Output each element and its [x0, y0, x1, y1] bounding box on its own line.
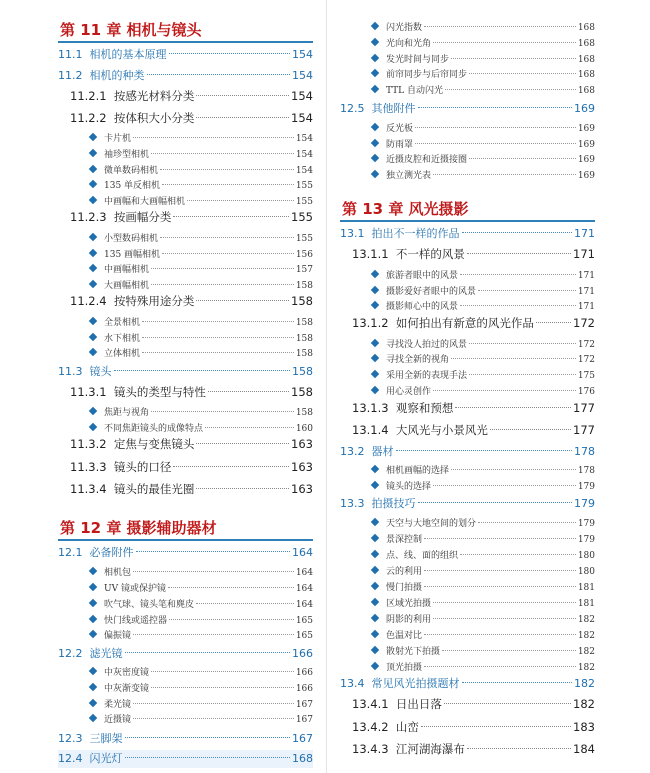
diamond-bullet-icon: [89, 567, 97, 575]
toc-section[interactable]: 12.2 滤光镜 166: [58, 647, 313, 660]
toc-item[interactable]: 中画幅和大画幅相机 155: [58, 194, 313, 208]
toc-item[interactable]: 吹气球、镜头笔和麂皮 164: [58, 597, 313, 611]
toc-section[interactable]: 11.2 相机的种类 154: [58, 69, 313, 82]
diamond-bullet-icon: [371, 386, 379, 394]
diamond-bullet-icon: [89, 180, 97, 188]
toc-item[interactable]: 相机包 164: [58, 565, 313, 579]
toc-item[interactable]: 天空与大地空间的划分 179: [340, 516, 595, 530]
toc-item[interactable]: 闪光指数 168: [340, 20, 595, 34]
chapter-underline: [58, 539, 313, 541]
diamond-bullet-icon: [371, 582, 379, 590]
diamond-bullet-icon: [89, 667, 97, 675]
toc-item[interactable]: 前帘同步与后帘同步 168: [340, 67, 595, 81]
diamond-bullet-icon: [89, 133, 97, 141]
toc-section[interactable]: 13.4 常见风光拍摄题材 182: [340, 677, 595, 690]
toc-item[interactable]: 全景相机 158: [58, 315, 313, 329]
diamond-bullet-icon: [371, 139, 379, 147]
toc-item[interactable]: 景深控制 179: [340, 532, 595, 546]
diamond-bullet-icon: [89, 249, 97, 257]
toc-item[interactable]: 135 单反相机 155: [58, 178, 313, 192]
toc-subsection[interactable]: 13.4.1 日出日落 182: [352, 697, 595, 711]
diamond-bullet-icon: [371, 54, 379, 62]
diamond-bullet-icon: [371, 481, 379, 489]
diamond-bullet-icon: [371, 69, 379, 77]
chapter-heading: 第 12 章 摄影辅助器材: [58, 512, 313, 541]
toc-item[interactable]: 快门线或遥控器 165: [58, 613, 313, 627]
toc-section[interactable]: 11.3 镜头 158: [58, 365, 313, 378]
toc-item[interactable]: 水下相机 158: [58, 331, 313, 345]
toc-item[interactable]: 寻找全新的视角 172: [340, 352, 595, 366]
toc-item[interactable]: 袖珍型相机 154: [58, 147, 313, 161]
toc-item[interactable]: 大画幅相机 158: [58, 278, 313, 292]
toc-item[interactable]: 寻找没人拍过的风景 172: [340, 337, 595, 351]
toc-item[interactable]: 卡片机 154: [58, 131, 313, 145]
toc-subsection[interactable]: 13.1.4 大风光与小景风光 177: [352, 423, 595, 437]
toc-item[interactable]: 区域光拍摄 181: [340, 596, 595, 610]
diamond-bullet-icon: [371, 354, 379, 362]
diamond-bullet-icon: [371, 339, 379, 347]
toc-item[interactable]: UV 镜或保护镜 164: [58, 581, 313, 595]
diamond-bullet-icon: [89, 196, 97, 204]
diamond-bullet-icon: [371, 38, 379, 46]
toc-item[interactable]: 镜头的选择 179: [340, 479, 595, 493]
chapter-heading: 第 13 章 风光摄影: [340, 193, 595, 222]
diamond-bullet-icon: [89, 714, 97, 722]
toc-item[interactable]: 阴影的利用 182: [340, 612, 595, 626]
toc-item[interactable]: 柔光镜 167: [58, 697, 313, 711]
toc-subsection[interactable]: 11.3.2 定焦与变焦镜头 163: [70, 437, 313, 451]
column-divider: [326, 0, 327, 773]
chapter-underline: [340, 220, 595, 222]
toc-item[interactable]: 微单数码相机 154: [58, 163, 313, 177]
diamond-bullet-icon: [89, 683, 97, 691]
toc-subsection[interactable]: 13.4.2 山峦 183: [352, 720, 595, 734]
diamond-bullet-icon: [89, 599, 97, 607]
toc-item[interactable]: 独立测光表 169: [340, 168, 595, 182]
toc-item[interactable]: 反光板 169: [340, 121, 595, 135]
toc-item[interactable]: 不同焦距镜头的成像特点 160: [58, 421, 313, 435]
toc-section[interactable]: 12.5 其他附件 169: [340, 102, 595, 115]
toc-item[interactable]: 用心灵创作 176: [340, 384, 595, 398]
diamond-bullet-icon: [371, 598, 379, 606]
toc-subsection[interactable]: 11.2.4 按特殊用途分类 158: [70, 294, 313, 308]
toc-item[interactable]: 旅游者眼中的风景 171: [340, 268, 595, 282]
toc-section[interactable]: 12.3 三脚架 167: [58, 732, 313, 745]
diamond-bullet-icon: [371, 566, 379, 574]
toc-section[interactable]: 13.2 器材 178: [340, 445, 595, 458]
toc-subsection[interactable]: 11.3.4 镜头的最佳光圈 163: [70, 482, 313, 496]
toc-subsection[interactable]: 13.4.3 江河湖海瀑布 184: [352, 742, 595, 756]
diamond-bullet-icon: [89, 165, 97, 173]
diamond-bullet-icon: [371, 630, 379, 638]
toc-subsection[interactable]: 13.1.2 如何拍出有新意的风光作品 172: [352, 316, 595, 330]
toc-item[interactable]: 摄影师心中的风景 171: [340, 299, 595, 313]
diamond-bullet-icon: [371, 170, 379, 178]
diamond-bullet-icon: [371, 123, 379, 131]
toc-item[interactable]: 相机画幅的选择 178: [340, 463, 595, 477]
toc-item[interactable]: 近摄皮腔和近摄接圈 169: [340, 152, 595, 166]
toc-subsection[interactable]: 11.3.3 镜头的口径 163: [70, 460, 313, 474]
toc-item[interactable]: 偏振镜 165: [58, 628, 313, 642]
toc-item[interactable]: 中画幅相机 157: [58, 262, 313, 276]
diamond-bullet-icon: [371, 614, 379, 622]
diamond-bullet-icon: [371, 85, 379, 93]
toc-section[interactable]: 12.4 闪光灯 168: [58, 750, 313, 768]
toc-item[interactable]: 135 画幅相机 156: [58, 247, 313, 261]
toc-item[interactable]: 中灰渐变镜 166: [58, 681, 313, 695]
toc-item[interactable]: 色温对比 182: [340, 628, 595, 642]
toc-item[interactable]: TTL 自动闪光 168: [340, 83, 595, 97]
diamond-bullet-icon: [89, 615, 97, 623]
toc-item[interactable]: 散射光下拍摄 182: [340, 644, 595, 658]
diamond-bullet-icon: [371, 270, 379, 278]
diamond-bullet-icon: [89, 149, 97, 157]
toc-item[interactable]: 慢门拍摄 181: [340, 580, 595, 594]
diamond-bullet-icon: [371, 550, 379, 558]
toc-subsection[interactable]: 11.3.1 镜头的类型与特性 158: [70, 385, 313, 399]
diamond-bullet-icon: [371, 518, 379, 526]
toc-item[interactable]: 发光时间与同步 168: [340, 52, 595, 66]
diamond-bullet-icon: [89, 317, 97, 325]
toc-item[interactable]: 顶光拍摄 182: [340, 660, 595, 674]
toc-section[interactable]: 13.3 拍摄技巧 179: [340, 497, 595, 510]
toc-item[interactable]: 光向和光角 168: [340, 36, 595, 50]
diamond-bullet-icon: [371, 22, 379, 30]
toc-item[interactable]: 焦距与视角 158: [58, 405, 313, 419]
toc-item[interactable]: 中灰密度镜 166: [58, 665, 313, 679]
diamond-bullet-icon: [89, 348, 97, 356]
diamond-bullet-icon: [371, 534, 379, 542]
chapter-heading: 第 11 章 相机与镜头: [58, 14, 313, 43]
toc-item[interactable]: 采用全新的表现手法 175: [340, 368, 595, 382]
toc-subsection[interactable]: 13.1.1 不一样的风景 171: [352, 247, 595, 261]
toc-section[interactable]: 11.1 相机的基本原理 154: [58, 48, 313, 61]
diamond-bullet-icon: [371, 662, 379, 670]
diamond-bullet-icon: [89, 407, 97, 415]
diamond-bullet-icon: [89, 630, 97, 638]
toc-item[interactable]: 摄影爱好者眼中的风景 171: [340, 284, 595, 298]
toc-subsection[interactable]: 11.2.1 按感光材料分类 154: [70, 89, 313, 103]
toc-item[interactable]: 小型数码相机 155: [58, 231, 313, 245]
diamond-bullet-icon: [371, 646, 379, 654]
toc-item[interactable]: 点、线、面的组织 180: [340, 548, 595, 562]
toc-subsection[interactable]: 13.1.3 观察和预想 177: [352, 401, 595, 415]
toc-item[interactable]: 防雨罩 169: [340, 137, 595, 151]
diamond-bullet-icon: [371, 286, 379, 294]
diamond-bullet-icon: [89, 280, 97, 288]
diamond-bullet-icon: [371, 370, 379, 378]
leader-dots: [169, 53, 291, 54]
diamond-bullet-icon: [89, 333, 97, 341]
diamond-bullet-icon: [371, 465, 379, 473]
diamond-bullet-icon: [89, 423, 97, 431]
toc-item[interactable]: 立体相机 158: [58, 346, 313, 360]
diamond-bullet-icon: [371, 154, 379, 162]
toc-section[interactable]: 12.1 必备附件 164: [58, 546, 313, 559]
diamond-bullet-icon: [89, 699, 97, 707]
toc-section[interactable]: 13.1 拍出不一样的作品 171: [340, 227, 595, 240]
toc-item[interactable]: 云的利用 180: [340, 564, 595, 578]
diamond-bullet-icon: [89, 264, 97, 272]
diamond-bullet-icon: [371, 301, 379, 309]
toc-item[interactable]: 近摄镜 167: [58, 712, 313, 726]
diamond-bullet-icon: [89, 233, 97, 241]
toc-subsection[interactable]: 11.2.2 按体积大小分类 154: [70, 111, 313, 125]
chapter-underline: [58, 41, 313, 43]
toc-subsection[interactable]: 11.2.3 按画幅分类 155: [70, 210, 313, 224]
diamond-bullet-icon: [89, 583, 97, 591]
